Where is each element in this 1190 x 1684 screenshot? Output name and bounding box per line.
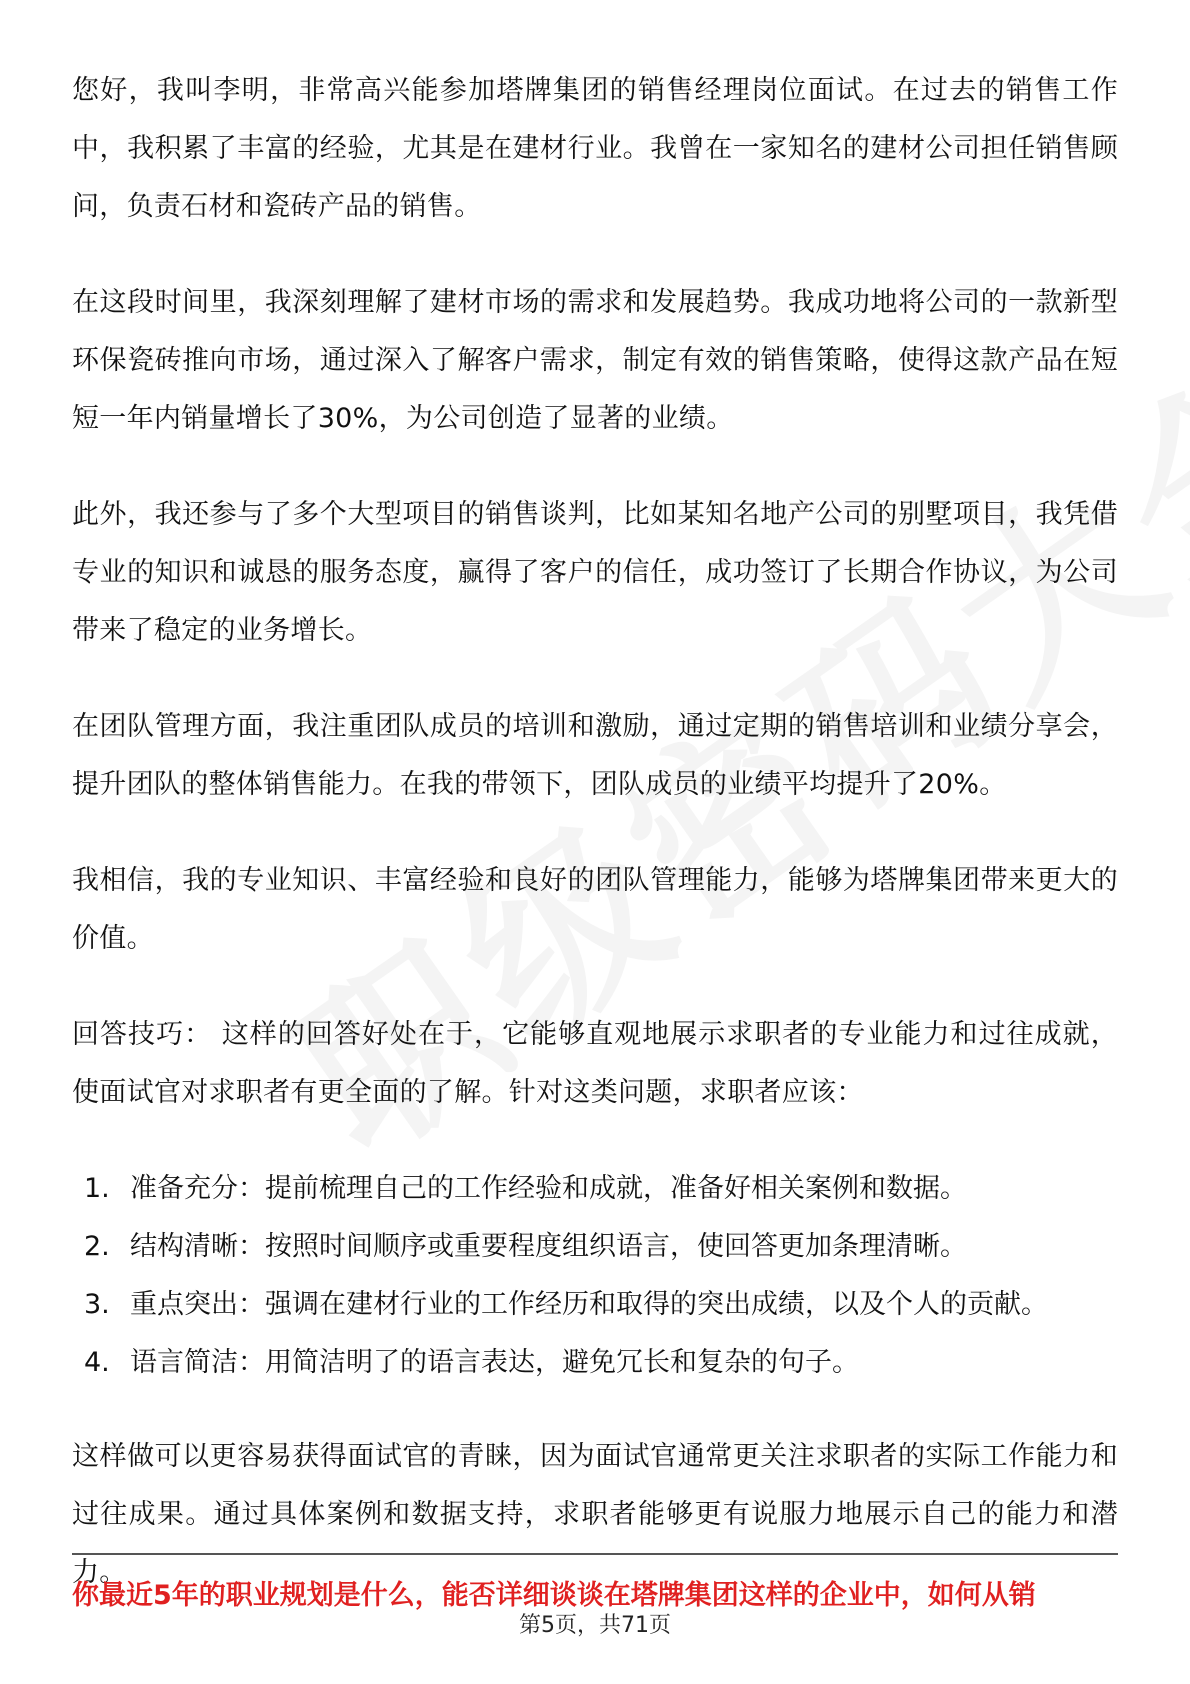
- page-number: 第5页，共71页: [519, 1613, 671, 1638]
- list-item: [72, 1276, 1118, 1334]
- answer-paragraph-1: 您好，我叫李明，非常高兴能参加塔牌集团的销售经理岗位面试。在过去的销售工作中，我积累了丰富的经验，尤其是在建材行业。我曾在一家知名的建材公司担任销售顾问，负责石材和瓷砖产品的销售。: [72, 75, 1118, 222]
- tips-list: [72, 1160, 1118, 1392]
- list-item-number: 4.: [84, 1347, 110, 1378]
- answer-paragraph-3: 此外，我还参与了多个大型项目的销售谈判，比如某知名地产公司的别墅项目，我凭借专业的知识和诚恳的服务态度，赢得了客户的信任，成功签订了长期合作协议，为公司带来了稳定的业务增长。: [72, 499, 1118, 646]
- answer-paragraph-2: 在这段时间里，我深刻理解了建材市场的需求和发展趋势。我成功地将公司的一款新型环保瓷砖推向市场，通过深入了解客户需求，制定有效的销售策略，使得这款产品在短短一年内销量增长了30%，为公司创造了显著的业绩。: [72, 287, 1118, 434]
- list-item-text: 重点突出：强调在建材行业的工作经历和取得的突出成绩，以及个人的贡献。: [130, 1289, 1048, 1320]
- list-item-number: 2.: [84, 1231, 110, 1262]
- closing-paragraph: 这样做可以更容易获得面试官的青睐，因为面试官通常更关注求职者的实际工作能力和过往成果。通过具体案例和数据支持，求职者能够更有说服力地展示自己的能力和潜力。: [72, 1441, 1118, 1588]
- list-item: [72, 1218, 1118, 1276]
- answer-paragraph-5: 我相信，我的专业知识、丰富经验和良好的团队管理能力，能够为塔牌集团带来更大的价值。: [72, 865, 1118, 954]
- list-item: [72, 1334, 1118, 1392]
- list-item-text: 准备充分：提前梳理自己的工作经验和成就，准备好相关案例和数据。: [130, 1173, 967, 1204]
- list-item-text: 语言简洁：用简洁明了的语言表达，避免冗长和复杂的句子。: [130, 1347, 859, 1378]
- list-item: [72, 1160, 1118, 1218]
- next-question-heading: 你最近5年的职业规划是什么，能否详细谈谈在塔牌集团这样的企业中，如何从销: [72, 1580, 1036, 1611]
- page-content: [72, 62, 1118, 1640]
- list-item-text: 结构清晰：按照时间顺序或重要程度组织语言，使回答更加条理清晰。: [130, 1231, 967, 1262]
- section-divider: [72, 1553, 1118, 1555]
- answer-tips-intro: 回答技巧： 这样的回答好处在于，它能够直观地展示求职者的专业能力和过往成就，使面试官对求职者有更全面的了解。针对这类问题，求职者应该：: [72, 1019, 1118, 1108]
- list-item-number: 3.: [84, 1289, 110, 1320]
- answer-paragraph-4: 在团队管理方面，我注重团队成员的培训和激励，通过定期的销售培训和业绩分享会，提升团队的整体销售能力。在我的带领下，团队成员的业绩平均提升了20%。: [72, 711, 1118, 800]
- list-item-number: 1.: [84, 1173, 110, 1204]
